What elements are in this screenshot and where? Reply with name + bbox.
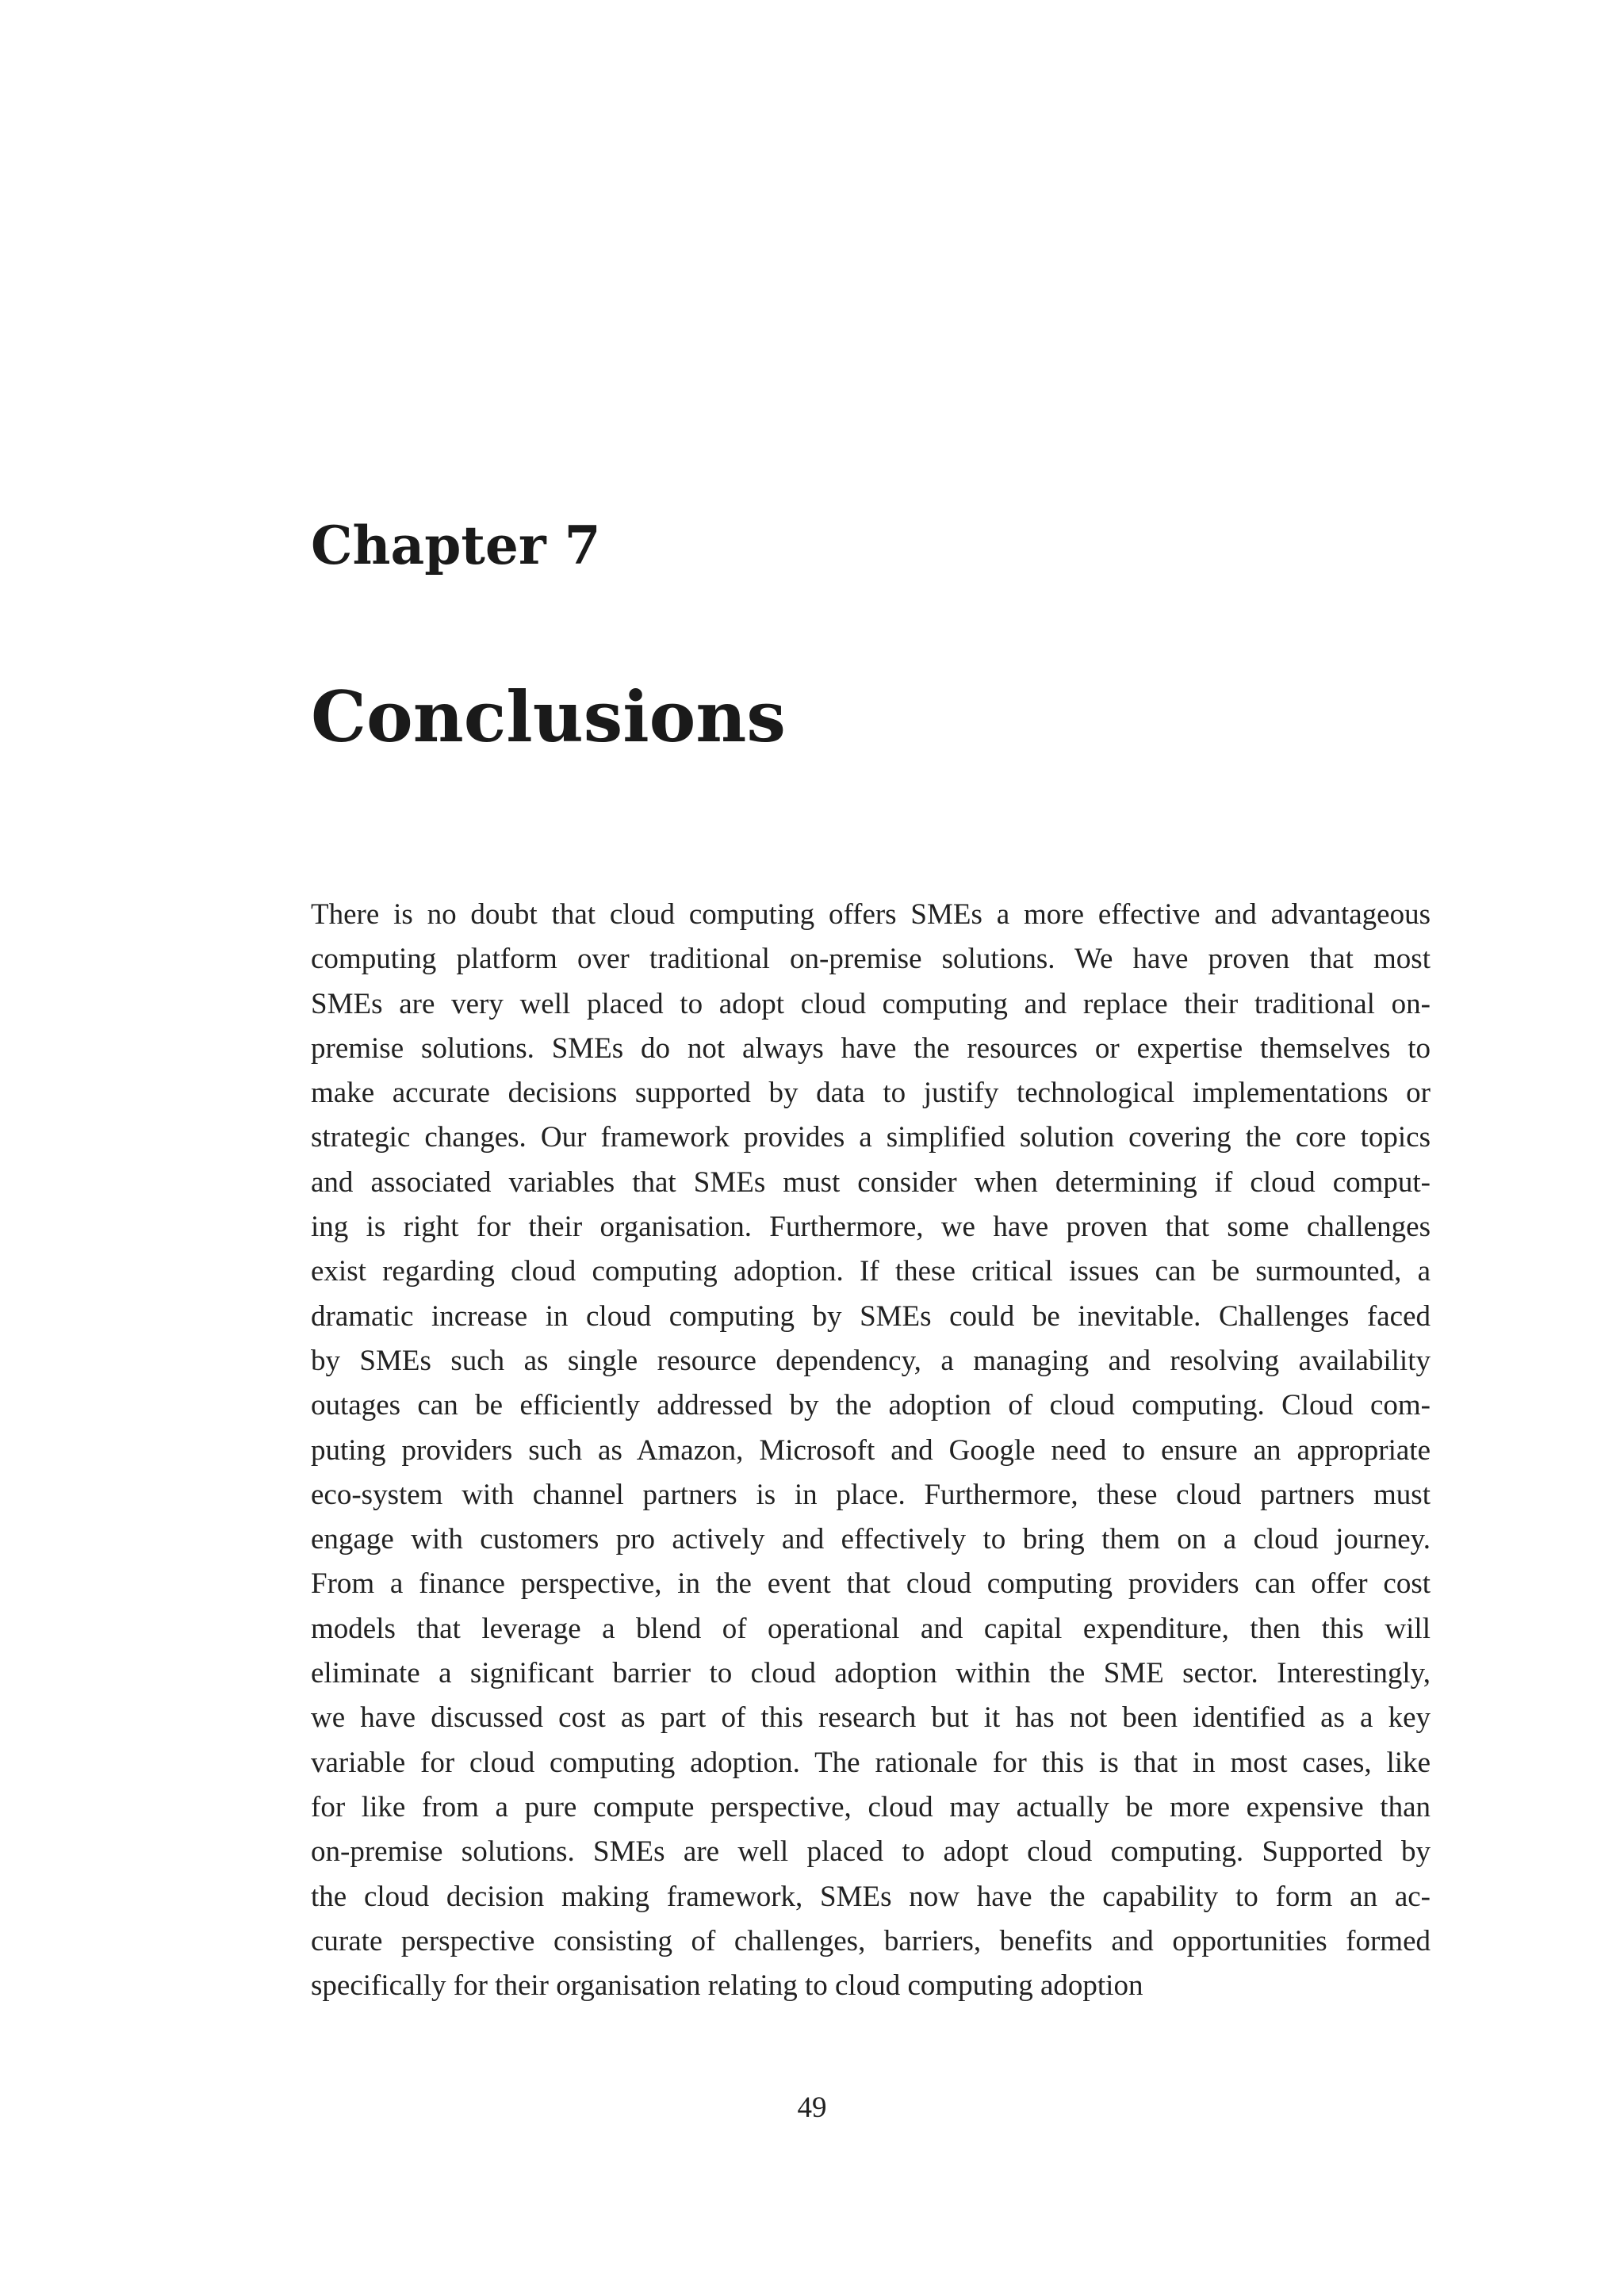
paragraph-line: premise solutions. SMEs do not always have the resources or expertise themselves to (311, 1031, 1431, 1065)
paragraph-line: curate perspective consisting of challenges, barriers, benefits and opportunities formed (311, 1924, 1431, 1957)
body-paragraph (311, 893, 1431, 2008)
paragraph-line: strategic changes. Our framework provides a simplified solution covering the core topics (311, 1121, 1431, 1154)
paragraph-line: the cloud decision making framework, SMEs now have the capability to form an ac- (311, 1880, 1431, 1913)
paragraph-line: variable for cloud computing adoption. The rationale for this is that in most cases, like (311, 1746, 1431, 1779)
paragraph-line: eco-system with channel partners is in place. Furthermore, these cloud partners must (311, 1478, 1431, 1511)
paragraph-line: we have discussed cost as part of this research but it has not been identified as a key (311, 1701, 1431, 1735)
paragraph-line: SMEs are very well placed to adopt cloud computing and replace their traditional on- (311, 987, 1431, 1020)
paragraph-line: for like from a pure compute perspective, cloud may actually be more expensive than (311, 1790, 1431, 1823)
page-number: 49 (797, 2091, 827, 2124)
paragraph-line: computing platform over traditional on-premise solutions. We have proven that most (311, 943, 1431, 976)
paragraph-line: exist regarding cloud computing adoption. If these critical issues can be surmounted, a (311, 1255, 1431, 1288)
paragraph-line: There is no doubt that cloud computing offers SMEs a more effective and advantageous (311, 898, 1431, 931)
paragraph-line: From a finance perspective, in the event that cloud computing providers can offer cost (311, 1567, 1431, 1601)
paragraph-line: engage with customers pro actively and effectively to bring them on a cloud journey. (311, 1523, 1431, 1556)
paragraph-line: puting providers such as Amazon, Microsoft and Google need to ensure an appropriate (311, 1433, 1431, 1467)
chapter-label: Chapter 7 (311, 515, 601, 576)
paragraph-line: on-premise solutions. SMEs are well placed to adopt cloud computing. Supported by (311, 1835, 1431, 1869)
paragraph-line: ing is right for their organisation. Furthermore, we have proven that some challenges (311, 1211, 1431, 1244)
paragraph-line: outages can be efficiently addressed by the adoption of cloud computing. Cloud com- (311, 1389, 1431, 1422)
paragraph-line: dramatic increase in cloud computing by SMEs could be inevitable. Challenges faced (311, 1299, 1431, 1333)
paragraph-line: eliminate a significant barrier to cloud adoption within the SME sector. Interestingly, (311, 1657, 1431, 1690)
paragraph-line: and associated variables that SMEs must consider when determining if cloud comput- (311, 1165, 1431, 1199)
chapter-title: Conclusions (311, 675, 786, 758)
paragraph-line: by SMEs such as single resource dependency, a managing and resolving availability (311, 1344, 1431, 1377)
paragraph-line: models that leverage a blend of operational and capital expenditure, then this will (311, 1612, 1431, 1645)
paragraph-line: make accurate decisions supported by data to justify technological implementations or (311, 1077, 1431, 1110)
paragraph-line: specifically for their organisation relating to cloud computing adoption (311, 1969, 1143, 2003)
